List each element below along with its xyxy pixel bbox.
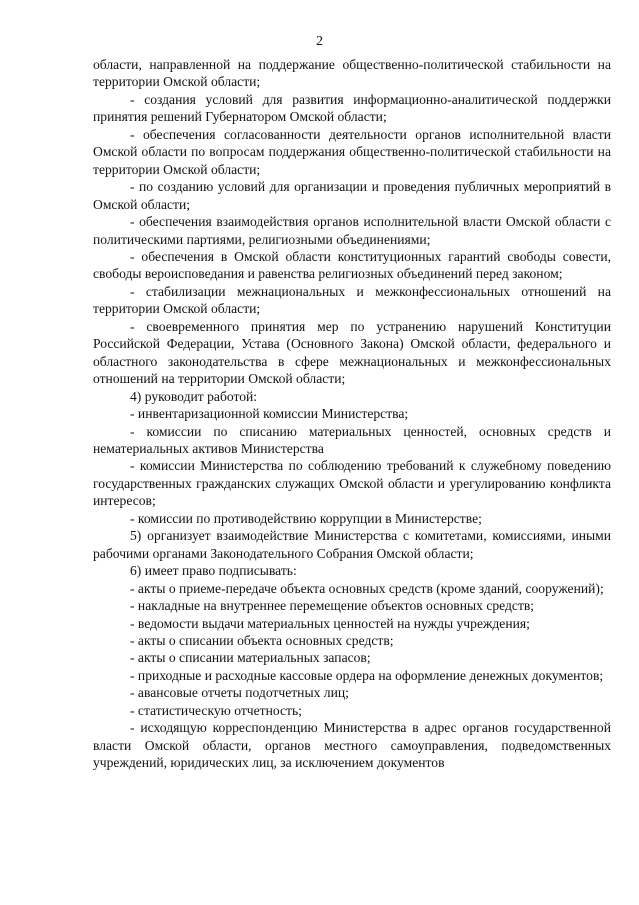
paragraph: области, направленной на поддержание общественно-политической стабильности на территории Омской области; (93, 57, 611, 90)
paragraph: - авансовые отчеты подотчетных лиц; (130, 685, 349, 701)
paragraph: 4) руководит работой: (130, 388, 258, 404)
paragraph: - накладные на внутреннее перемещение объектов основных средств; (130, 598, 535, 614)
paragraph: - акты о списании материальных запасов; (130, 650, 371, 666)
paragraph: - акты о приеме-передаче объекта основных средств (кроме зданий, сооружений); (130, 580, 604, 596)
paragraph: - обеспечения согласованности деятельности органов исполнительной власти Омской области по вопросам поддержания общественно-политической стабильности на территории Омской области; (93, 126, 611, 177)
paragraph: 5) организует взаимодействие Министерства с комитетами, комиссиями, иными рабочими органами Законодательного Собрания Омской области; (93, 528, 611, 561)
paragraph: 6) имеет право подписывать: (130, 563, 297, 579)
paragraph: - комиссии по противодействию коррупции в Министерстве; (130, 510, 482, 526)
paragraph: - по созданию условий для организации и проведения публичных мероприятий в Омской области; (93, 179, 611, 212)
paragraph: - статистическую отчетность; (130, 702, 302, 718)
paragraph: - приходные и расходные кассовые ордера на оформление денежных документов; (130, 667, 604, 683)
paragraph: - комиссии по списанию материальных ценностей, основных средств и нематериальных активов Министерства (93, 423, 611, 456)
paragraph: - стабилизации межнациональных и межконфессиональных отношений на территории Омской области; (93, 283, 611, 317)
page-number: 2 (316, 34, 323, 49)
paragraph: - обеспечения в Омской области конституционных гарантий свободы совести, свободы вероисповедания и равенства религиозных объединений перед законом; (93, 248, 611, 282)
paragraph: - акты о списании объекта основных средств; (130, 632, 394, 648)
document-body (93, 56, 611, 772)
paragraph: - инвентаризационной комиссии Министерства; (130, 406, 409, 422)
paragraph: - исходящую корреспонденцию Министерства в адрес органов государственной власти Омской области, органов местного самоуправления, подведомственных учреждений, юридических лиц, за исключением документов (93, 720, 611, 771)
paragraph: - обеспечения взаимодействия органов исполнительной власти Омской области с политическими партиями, религиозными объединениями; (93, 214, 611, 247)
paragraph: - ведомости выдачи материальных ценностей на нужды учреждения; (130, 615, 530, 631)
paragraph: - своевременного принятия мер по устранению нарушений Конституции Российской Федерации, Устава (Основного Закона) Омской области, федерального и областного законодательства в сфере межнациональных и межконфессиональных отношений на территории Омской области; (93, 318, 611, 387)
paragraph: - создания условий для развития информационно-аналитической поддержки принятия решений Губернатором Омской области; (93, 91, 611, 125)
paragraph: - комиссии Министерства по соблюдению требований к служебному поведению государственных гражданских служащих Омской области и урегулированию конфликта интересов; (93, 458, 611, 509)
